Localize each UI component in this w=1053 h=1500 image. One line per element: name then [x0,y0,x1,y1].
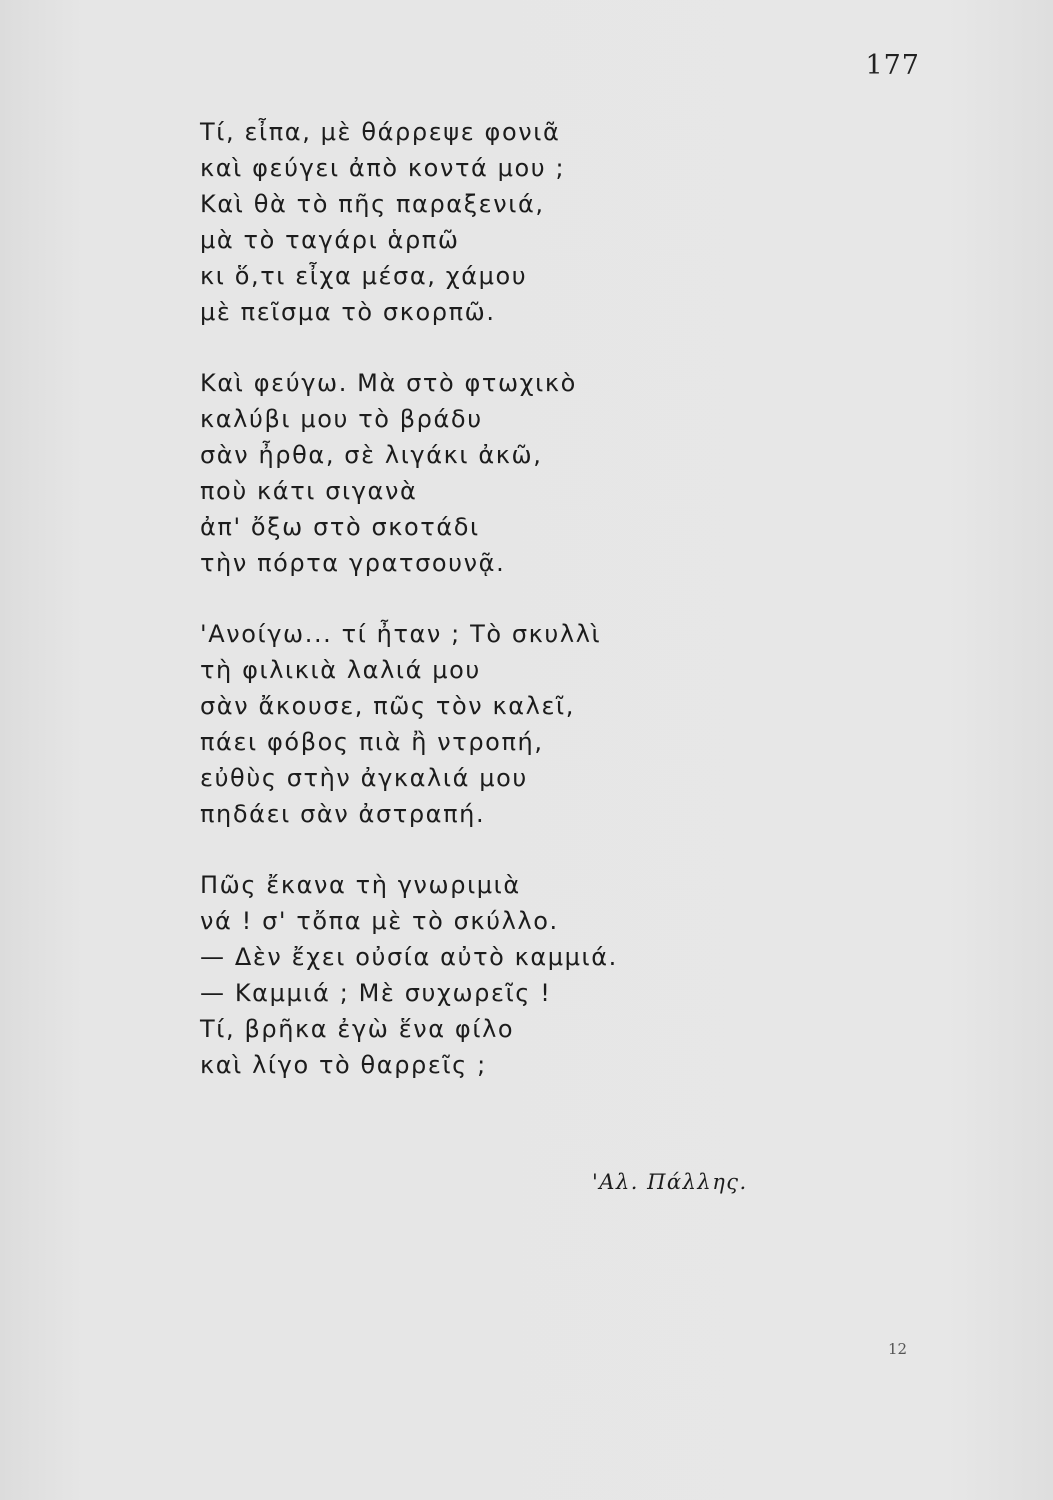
poem-line: Καὶ φεύγω. Μὰ στὸ φτωχικὸ [200,369,577,397]
poem-line: σὰν ἄκουσε, πῶς τὸν καλεῖ, [200,692,575,720]
poem-line: — Δὲν ἔχει οὐσία αὐτὸ καμμιά. [200,943,618,971]
poem-line: καὶ φεύγει ἀπὸ κοντά μου ; [200,154,566,182]
poem-line: Τί, εἶπα, μὲ θάρρεψε φονιᾶ [200,118,561,146]
poem [200,114,760,1118]
poem-line: 'Ανοίγω... τί ἦταν ; Τὸ σκυλλὶ [200,620,602,648]
poem-line: καλύβι μου τὸ βράδυ [200,405,483,433]
poem-line: νά ! σ' τὄπα μὲ τὸ σκύλλο. [200,907,559,935]
poem-line: καὶ λίγο τὸ θαρρεῖς ; [200,1051,487,1079]
poem-line: ποὺ κάτι σιγανὰ [200,477,418,505]
poem-line: τὴν πόρτα γρατσουνᾷ. [200,549,506,577]
stanza-3 [200,616,760,832]
poem-line: — Καμμιά ; Μὲ συχωρεῖς ! [200,979,552,1007]
poem-line: μὰ τὸ ταγάρι ἁρπῶ [200,226,460,254]
stanza-1 [200,114,760,330]
poem-line: πάει φόβος πιὰ ἢ ντροπή, [200,728,544,756]
signature-mark: 12 [888,1340,908,1358]
poem-line: ἀπ' ὄξω στὸ σκοτάδι [200,513,480,541]
poem-line: τὴ φιλικιὰ λαλιά μου [200,656,481,684]
poem-line: πηδάει σὰν ἀστραπή. [200,800,486,828]
poem-line: Πῶς ἔκανα τὴ γνωριμιὰ [200,871,521,899]
author-signature: 'Αλ. Πάλλης. [592,1170,748,1194]
page-number: 177 [865,50,920,81]
poem-line: μὲ πεῖσμα τὸ σκορπῶ. [200,298,496,326]
poem-line: Καὶ θὰ τὸ πῆς παραξενιά, [200,190,545,218]
poem-line: κι ὅ,τι εἶχα μέσα, χάμου [200,262,528,290]
stanza-4 [200,867,760,1083]
poem-line: σὰν ἦρθα, σὲ λιγάκι ἀκῶ, [200,441,543,469]
poem-line: Τί, βρῆκα ἐγὼ ἕνα φίλο [200,1015,515,1043]
poem-line: εὐθὺς στὴν ἀγκαλιά μου [200,764,528,792]
stanza-2 [200,365,760,581]
